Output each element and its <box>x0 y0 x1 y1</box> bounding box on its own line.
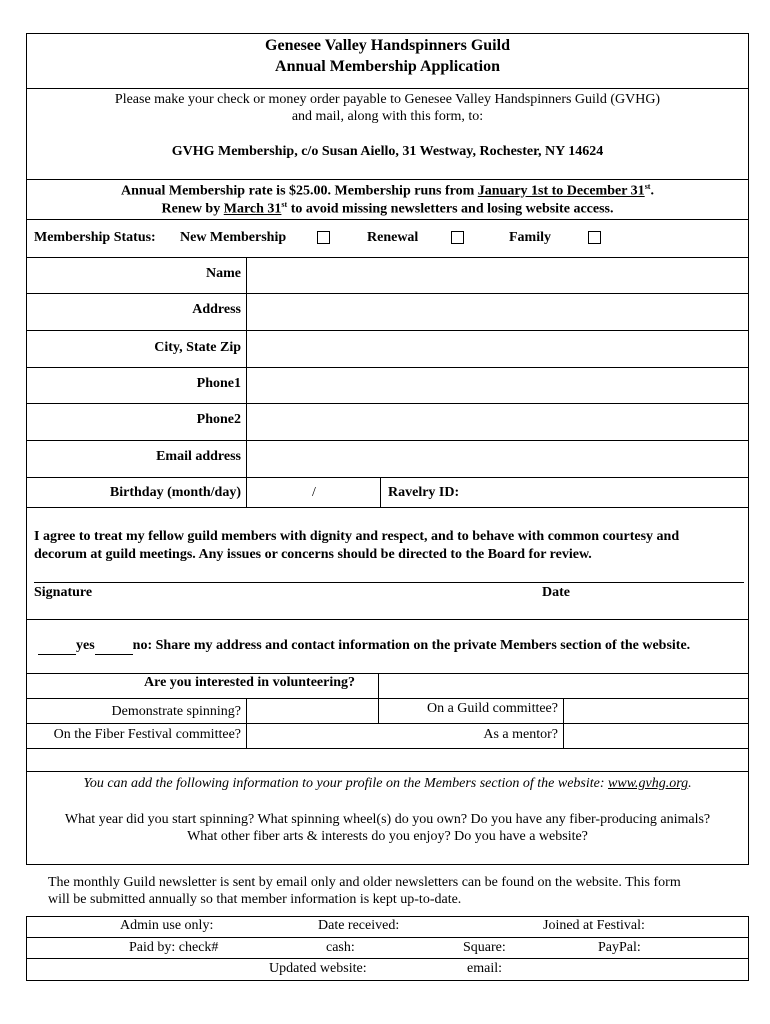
profile-info: You can add the following information to your profile on the Members section of the website: www.gvhg.org. <box>83 776 692 791</box>
mentor-input[interactable] <box>564 724 748 747</box>
new-membership-checkbox[interactable] <box>317 231 330 244</box>
membership-status-label: Membership Status: <box>34 230 156 245</box>
fields-column-divider <box>380 477 381 507</box>
intro-line-1: Please make your check or money order payable to Genesee Valley Handspinners Guild (GVHG) <box>114 92 661 107</box>
date-received-label: Date received: <box>318 918 400 933</box>
divider <box>26 771 749 772</box>
divider <box>26 958 749 959</box>
status-new-label: New Membership <box>180 230 287 245</box>
ravelry-label: Ravelry ID: <box>388 485 460 500</box>
agreement-line-1: I agree to treat my fellow guild members with dignity and respect, and to behave with common courtesy and <box>34 529 680 544</box>
status-renewal-label: Renewal <box>367 230 419 245</box>
fiber-festival-label: On the Fiber Festival committee? <box>53 727 241 742</box>
profile-questions-1: What year did you start spinning? What spinning wheel(s) do you own? Do you have any fiber-producing animals? <box>64 812 711 827</box>
divider <box>26 88 749 89</box>
date-label: Date <box>542 585 570 600</box>
rate-line-2: Renew by March 31st to avoid missing newsletters and losing website access. <box>161 200 614 217</box>
cash-label: cash: <box>326 940 355 955</box>
phone2-input[interactable] <box>247 404 749 439</box>
form-title: Genesee Valley Handspinners Guild <box>265 37 510 54</box>
email-label: Email address <box>156 449 241 464</box>
phone1-label: Phone1 <box>196 376 241 391</box>
admin-use-label: Admin use only: <box>120 918 214 933</box>
family-checkbox[interactable] <box>588 231 601 244</box>
mentor-label: As a mentor? <box>483 727 558 742</box>
profile-questions-2: What other fiber arts & interests do you enjoy? Do you have a website? <box>187 829 588 844</box>
share-no-blank[interactable] <box>95 638 133 655</box>
date-field[interactable] <box>540 562 740 582</box>
phone1-input[interactable] <box>247 368 749 403</box>
divider <box>26 179 749 180</box>
email-input[interactable] <box>247 441 749 476</box>
footer-line-1: The monthly Guild newsletter is sent by email only and older newsletters can be found on the website. This form <box>48 875 681 890</box>
divider <box>26 619 749 620</box>
status-family-label: Family <box>509 230 551 245</box>
phone2-label: Phone2 <box>196 412 241 427</box>
ravelry-input[interactable] <box>470 478 748 506</box>
birthday-label: Birthday (month/day) <box>109 485 241 500</box>
name-input[interactable] <box>247 258 749 293</box>
divider <box>26 937 749 938</box>
demonstrate-label: Demonstrate spinning? <box>111 704 241 719</box>
rate-line-1: Annual Membership rate is $25.00. Membership runs from January 1st to December 31st. <box>121 182 654 199</box>
divider <box>26 219 749 220</box>
website-link[interactable]: www.gvhg.org <box>608 776 689 791</box>
city-state-zip-input[interactable] <box>247 331 749 366</box>
address-label: Address <box>192 302 241 317</box>
signature-field[interactable] <box>34 562 534 582</box>
footer-line-2: will be submitted annually so that member information is kept up-to-date. <box>48 892 462 907</box>
committee-input[interactable] <box>564 699 748 722</box>
divider <box>26 748 749 749</box>
renewal-checkbox[interactable] <box>451 231 464 244</box>
committee-label: On a Guild committee? <box>426 701 558 716</box>
share-yes-blank[interactable] <box>38 638 76 655</box>
form-subtitle: Annual Membership Application <box>275 58 500 75</box>
divider <box>26 507 749 508</box>
paid-by-label: Paid by: check# <box>129 940 219 955</box>
address-input[interactable] <box>247 294 749 329</box>
mailing-address: GVHG Membership, c/o Susan Aiello, 31 Westway, Rochester, NY 14624 <box>171 144 604 159</box>
signature-line <box>34 582 744 583</box>
updated-website-label: Updated website: <box>269 961 367 976</box>
name-label: Name <box>206 266 241 281</box>
paypal-label: PayPal: <box>598 940 641 955</box>
birthday-separator: / <box>312 485 316 500</box>
fiber-festival-input[interactable] <box>247 724 377 747</box>
admin-email-label: email: <box>467 961 502 976</box>
demonstrate-input[interactable] <box>247 699 377 722</box>
agreement-line-2: decorum at guild meetings. Any issues or concerns should be directed to the Board for review. <box>34 547 592 562</box>
volunteer-question: Are you interested in volunteering? <box>144 675 356 690</box>
signature-label: Signature <box>34 585 93 600</box>
joined-festival-label: Joined at Festival: <box>543 918 645 933</box>
share-consent: yes no: Share my address and contact information on the private Members section of the website. <box>38 638 690 655</box>
square-label: Square: <box>463 940 506 955</box>
intro-line-2: and mail, along with this form, to: <box>291 109 484 124</box>
divider <box>26 673 749 674</box>
city-state-zip-label: City, State Zip <box>154 340 241 355</box>
